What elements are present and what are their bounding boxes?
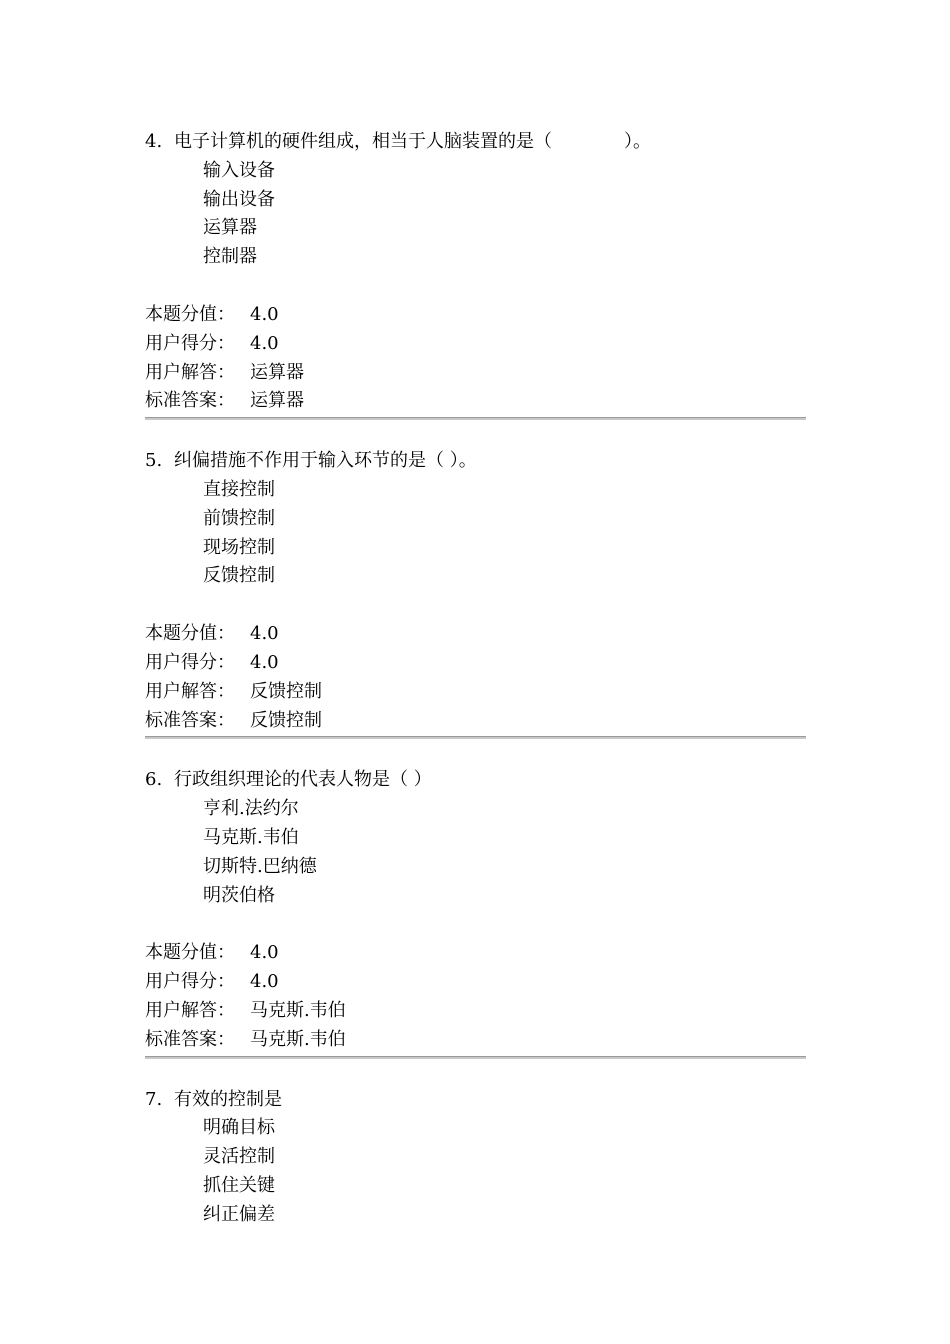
question-text: 电子计算机的硬件组成，相当于人脑装置的是（ ）。 (174, 131, 651, 152)
standard-answer-row (145, 387, 806, 416)
question-stem (145, 766, 806, 795)
question-4 (145, 128, 806, 420)
score-value-row (145, 301, 806, 330)
question-5 (145, 447, 806, 739)
option-list (145, 476, 806, 591)
meta-value: 4.0 (250, 942, 279, 964)
quiz-document (145, 128, 806, 1230)
option-item: 纠正偏差 (203, 1203, 275, 1225)
meta-value: 4.0 (250, 971, 279, 993)
option-item: 控制器 (203, 246, 257, 268)
meta-value: 马克斯.韦伯 (250, 999, 346, 1021)
score-value-row (145, 620, 806, 649)
option-item: 反馈控制 (203, 565, 275, 587)
meta-value: 4.0 (250, 303, 279, 325)
user-score-row (145, 968, 806, 997)
user-score-row (145, 649, 806, 678)
meta-value: 反馈控制 (250, 709, 322, 731)
option-item: 切斯特.巴纳德 (203, 855, 317, 877)
question-number: 6. (145, 769, 163, 791)
meta-label: 本题分值： (145, 623, 235, 645)
option-item: 马克斯.韦伯 (203, 826, 299, 848)
question-stem (145, 1086, 806, 1115)
meta-label: 用户解答： (145, 999, 235, 1021)
meta-label: 本题分值： (145, 303, 235, 325)
question-number: 4. (145, 131, 163, 152)
option-item: 输入设备 (203, 159, 275, 181)
option-item: 明茨伯格 (203, 884, 275, 906)
meta-label: 用户得分： (145, 971, 235, 993)
user-answer-row (145, 997, 806, 1026)
meta-label: 用户解答： (145, 680, 235, 702)
meta-value: 4.0 (250, 623, 279, 645)
meta-label: 本题分值： (145, 942, 235, 964)
meta-label: 用户得分： (145, 332, 235, 354)
question-divider (145, 417, 806, 420)
option-list (145, 157, 806, 272)
question-7 (145, 1086, 806, 1230)
option-item: 前馈控制 (203, 507, 275, 529)
question-divider (145, 736, 806, 739)
meta-value: 反馈控制 (250, 680, 322, 702)
question-text: 行政组织理论的代表人物是（ ） (174, 769, 432, 791)
spacer (145, 591, 806, 620)
question-divider (145, 1056, 806, 1059)
meta-label: 用户得分： (145, 651, 235, 673)
meta-label: 标准答案： (145, 390, 235, 412)
standard-answer-row (145, 707, 806, 736)
option-item: 运算器 (203, 217, 257, 239)
meta-value: 马克斯.韦伯 (250, 1028, 346, 1050)
spacer (145, 272, 806, 301)
question-6 (145, 766, 806, 1058)
meta-label: 标准答案： (145, 1028, 235, 1050)
question-number: 5. (145, 450, 163, 472)
user-answer-row (145, 359, 806, 388)
question-text: 纠偏措施不作用于输入环节的是（ ）。 (174, 450, 477, 472)
option-list (145, 795, 806, 910)
option-item: 灵活控制 (203, 1146, 275, 1168)
question-stem (145, 128, 806, 157)
meta-value: 运算器 (250, 390, 304, 412)
meta-label: 用户解答： (145, 361, 235, 383)
option-item: 现场控制 (203, 536, 275, 558)
question-text: 有效的控制是 (174, 1088, 282, 1110)
score-value-row (145, 939, 806, 968)
meta-label: 标准答案： (145, 709, 235, 731)
user-score-row (145, 330, 806, 359)
option-list (145, 1114, 806, 1229)
meta-value: 4.0 (250, 651, 279, 673)
option-item: 明确目标 (203, 1117, 275, 1139)
user-answer-row (145, 678, 806, 707)
standard-answer-row (145, 1026, 806, 1055)
spacer (145, 910, 806, 939)
meta-value: 运算器 (250, 361, 304, 383)
option-item: 直接控制 (203, 478, 275, 500)
meta-value: 4.0 (250, 332, 279, 354)
option-item: 亨利.法约尔 (203, 798, 299, 820)
question-stem (145, 447, 806, 476)
option-item: 输出设备 (203, 188, 275, 210)
option-item: 抓住关键 (203, 1174, 275, 1196)
question-number: 7. (145, 1088, 163, 1110)
